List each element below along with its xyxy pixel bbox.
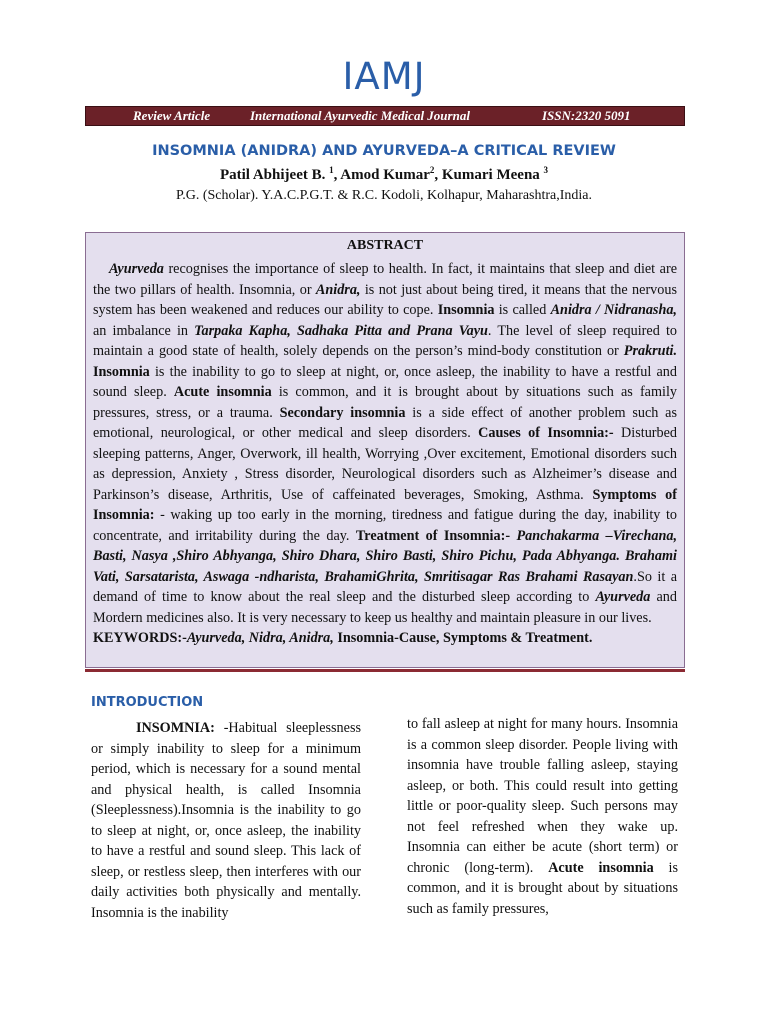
- intro-right-text-1: to fall asleep at night for many hours. Insomnia is a common sleep disorder. People living with insomnia have trouble falling asleep, staying asleep, or both. This could result into getting little or poor-quality sleep. Such persons may not feel refreshed when they wake up. Insomnia can either be acute (short term) or chronic (long-term).: [407, 716, 678, 876]
- author-affiliation: P.G. (Scholar). Y.A.C.P.G.T. & R.C. Kodoli, Kolhapur, Maharashtra,India.: [175, 188, 593, 203]
- intro-left-text: -Habitual sleeplessness or simply inability to sleep for a minimum period, which is necessary for a sound mental and physical health, is called Insomnia (Sleeplessness).Insomnia is the inability to go to sleep at night, or, once asleep, the inability to have a restful and sound sleep. This lack of sleep, or restless sleep, then interferes with our daily activities both physically and mentally. Insomnia is the inability: [91, 720, 361, 921]
- journal-header-bar: [85, 106, 685, 126]
- section-divider: [85, 669, 685, 672]
- intro-right-text-2: is common, and it is brought about by situations such as family pressures,: [407, 859, 678, 917]
- keywords-italic: Ayurveda, Nidra, Anidra,: [186, 630, 334, 646]
- article-type: Review Article: [133, 108, 211, 123]
- author-affiliation-mark: 3: [543, 165, 549, 175]
- author-list: Patil Abhijeet B. $^1$, Amod Kumar$^2$, Kumari Meena $^3$: [219, 165, 549, 183]
- author-affiliation-mark: 1: [329, 165, 334, 175]
- abstract-body: Ayurveda recognises the importance of sleep to health. In fact, it maintains that sleep and diet are the two pillars of health. Insomnia, or Anidra, is not just about being tired, it means that the nervous system has been weakened and reduces our ability to cope. Insomnia is called Anidra / Nidranasha, an imbalance in Tarpaka Kapha, Sadhaka Pitta and Prana Vayu. The level of sleep required to maintain a good state of health, solely depends on the person’s mind-body constitution or Prakruti. Insomnia is the inability to go to sleep at night, or, once asleep, the inability to have a restful and sound sleep. Acute insomnia is common, and it is brought about by situations such as family pressures, stress, or a trauma. Secondary insomnia is a side effect of another problem such as emotional, neurological, or other medical and sleep disorders. Causes of Insomnia:- Disturbed sleeping patterns, Anger, Overwork, ill health, Worrying ,Over excitement, Emotional disorders such as depression, Anxiety , Stress disorder, Neurological disorders such as Alzheimer’s disease and Parkinson’s disease, Arthritis, Use of caffeinated beverages, Smoking, Asthma. Symptoms of Insomnia: - waking up too early in the morning, tiredness and fatigue during the day, inability to concentrate, and irritability during the day. Treatment of Insomnia:- Panchakarma –Virechana, Basti, Nasya ,Shiro Abhyanga, Shiro Dhara, Shiro Basti, Shiro Pichu, Pada Abhyanga. Brahami Vati, Sarsatarista, Aswaga -ndharista, BrahamiGhrita, Smritisagar Ras Brahami Rasayan.So it a demand of time to know about the real sleep and the disturbed sleep according to Ayurveda and Mordern medicines also. It is very necessary to keep us healthy and maintain pleasure in our lives.: [93, 261, 678, 626]
- author-name: Kumari Meena: [441, 167, 540, 183]
- introduction-heading: INTRODUCTION: [91, 695, 204, 710]
- keywords-rest: Insomnia-Cause, Symptoms & Treatment.: [333, 630, 593, 646]
- author-name: Amod Kumar: [340, 167, 430, 183]
- intro-right-bold: Acute insomnia: [548, 859, 654, 876]
- intro-paragraph-left: [91, 718, 361, 923]
- journal-issn: ISSN:2320 5091: [542, 108, 631, 123]
- journal-logo: IAMJ: [342, 55, 426, 98]
- abstract-box: [85, 232, 685, 668]
- left-column: [91, 694, 361, 923]
- intro-lead: INSOMNIA:: [136, 720, 215, 736]
- paper-title: INSOMNIA (ANIDRA) AND AYURVEDA–A CRITICAL REVIEW: [152, 143, 616, 159]
- keywords-label: KEYWORDS:-: [93, 630, 187, 646]
- author-affiliation-mark: 2: [429, 165, 435, 175]
- journal-name: International Ayurvedic Medical Journal: [250, 108, 470, 123]
- abstract-heading: ABSTRACT: [346, 238, 424, 253]
- author-name: Patil Abhijeet B.: [219, 167, 326, 183]
- keywords-line: [93, 628, 677, 648]
- right-column: [407, 714, 678, 919]
- intro-paragraph-right: [407, 714, 678, 919]
